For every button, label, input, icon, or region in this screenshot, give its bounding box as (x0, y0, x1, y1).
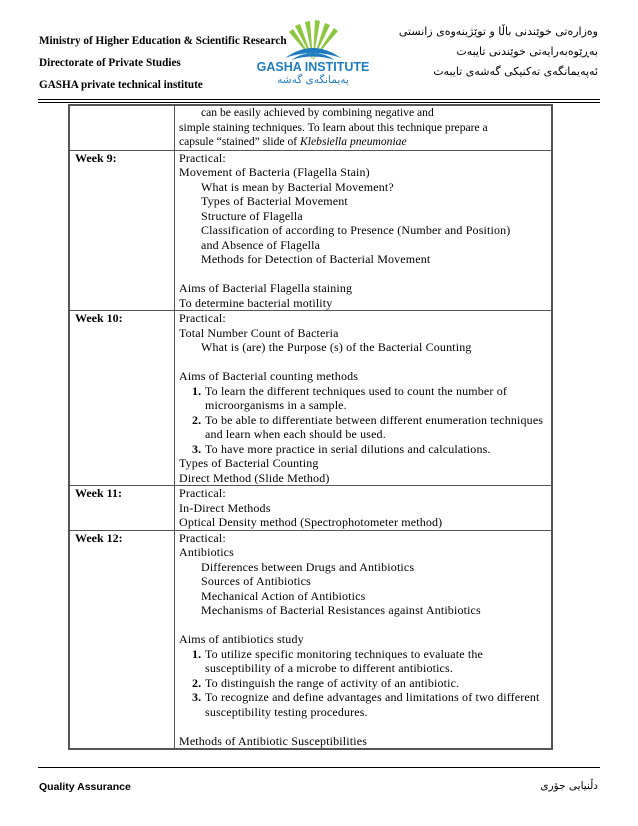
header-rule-thin (38, 102, 600, 103)
table-row (69, 150, 552, 311)
list-item: Structure of Flagella (201, 208, 303, 223)
week-content (175, 486, 553, 531)
list-item: Optical Density method (Spectrophotometer method) (179, 515, 443, 529)
header-rule (38, 99, 600, 100)
directorate-line-kurdish: بەڕێوەبەرایەتی خوێندنی تایبەت (456, 45, 598, 58)
numbered-item: 1. To utilize specific monitoring techniques to evaluate the susceptibility of a microbe to different antibiotics. (192, 646, 483, 675)
footer-rule (38, 767, 600, 768)
list-item: Differences between Drugs and Antibiotics (201, 559, 415, 574)
table-row (69, 486, 552, 531)
list-item: What is mean by Bacterial Movement? (201, 179, 394, 194)
continuation-cell (175, 105, 553, 150)
aims-text: To determine bacterial motility (179, 295, 333, 310)
numbered-item: 2. To be able to differentiate between different enumeration techniques and learn when each should be used. (192, 412, 544, 441)
week-cell-empty (69, 105, 175, 150)
ministry-line-kurdish: وەزارەتی خوێندنی باڵا و توێژینەوەی زانستی (398, 25, 598, 38)
list-item: Mechanical Action of Antibiotics (201, 588, 366, 603)
topic-title: Movement of Bacteria (Flagella Stain) (179, 165, 370, 179)
list-item: and Absence of Flagella (201, 237, 321, 252)
list-item: Sources of Antibiotics (201, 574, 311, 588)
week-label: Week 9: (69, 150, 175, 311)
continuation-line: simple staining techniques. To learn about this technique prepare a (179, 120, 488, 134)
week-content (175, 311, 553, 486)
header-left (39, 36, 287, 102)
institute-line: GASHA private technical institute (39, 79, 203, 91)
practical-label: Practical: (179, 486, 226, 500)
institute-line-kurdish: ئەپەیمانگەی تەکنیکی گەشەی تایبەت (433, 65, 598, 78)
table-row (69, 530, 552, 749)
numbered-item: 3. To have more practice in serial dilutions and calculations. (192, 441, 491, 456)
logo-arabic-title: پەیمانگەی گەشە (277, 74, 349, 86)
continuation-line: capsule “stained” slide of Klebsiella pneumoniae (179, 135, 407, 148)
species-name: Klebsiella pneumoniae (300, 135, 407, 148)
list-item: Methods for Detection of Bacterial Movement (201, 252, 431, 266)
ministry-line: Ministry of Higher Education & Scientific Research (39, 35, 287, 47)
footer-quality-assurance: Quality Assurance (39, 781, 131, 793)
week-content (175, 530, 553, 749)
list-item: What is (are) the Purpose (s) of the Bacterial Counting (201, 340, 472, 354)
practical-label: Practical: (179, 530, 226, 545)
logo-title: GASHA INSTITUTE (256, 60, 370, 74)
topic-title: Antibiotics (179, 545, 234, 559)
list-item: Types of Bacterial Movement (201, 194, 348, 208)
logo-sunburst-icon (255, 20, 371, 62)
week-content (175, 150, 553, 311)
table-row (69, 105, 552, 150)
week-label: Week 12: (69, 530, 175, 749)
institute-logo (255, 20, 371, 86)
practical-label: Practical: (179, 150, 226, 165)
list-item: Direct Method (Slide Method) (179, 470, 330, 485)
practical-label: Practical: (179, 311, 226, 325)
numbered-item: 1. To learn the different techniques used to count the number of microorganisms in a sample. (192, 383, 507, 412)
header-right (399, 26, 598, 86)
directorate-line: Directorate of Private Studies (39, 57, 181, 69)
topic-title: Total Number Count of Bacteria (179, 325, 339, 340)
syllabus-table (68, 104, 553, 750)
numbered-item: 2. To distinguish the range of activity of an antibiotic. (192, 675, 460, 690)
week-label: Week 11: (69, 486, 175, 531)
week-label: Week 10: (69, 311, 175, 486)
list-item: Methods of Antibiotic Susceptibilities (179, 733, 368, 748)
list-item: Types of Bacterial Counting (179, 456, 319, 470)
table-row (69, 311, 552, 486)
aims-title: Aims of Bacterial counting methods (179, 369, 359, 383)
numbered-item: 3. To recognize and define advantages and limitations of two different susceptibility testing procedures. (192, 690, 540, 719)
list-item: In-Direct Methods (179, 500, 271, 515)
aims-title: Aims of antibiotics study (179, 632, 304, 646)
list-item: Classification of according to Presence (Number and Position) (201, 223, 511, 237)
list-item: Mechanisms of Bacterial Resistances against Antibiotics (201, 603, 481, 617)
aims-title: Aims of Bacterial Flagella staining (179, 281, 353, 295)
footer-quality-assurance-kurdish: دڵنیایی جۆری (540, 780, 598, 792)
continuation-line: can be easily achieved by combining negative and (201, 106, 434, 119)
